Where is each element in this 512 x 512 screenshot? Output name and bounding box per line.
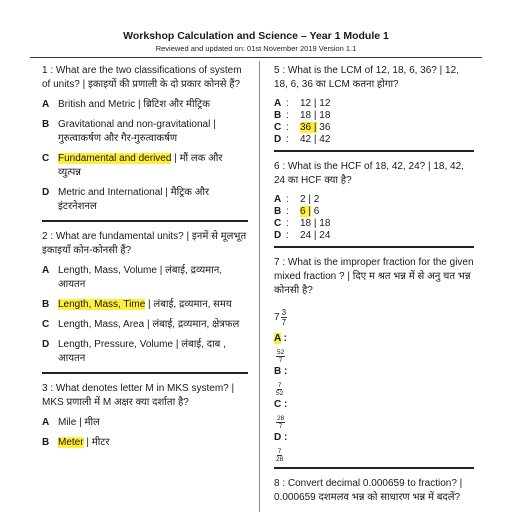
- option-letter: D: [274, 134, 282, 145]
- option-letter: A: [274, 333, 281, 344]
- option-letter: B: [42, 299, 50, 310]
- question-2-option-b: [42, 298, 248, 312]
- fraction-numerator: 52: [277, 349, 285, 356]
- question-3-option-b: [42, 436, 248, 450]
- question-1: [42, 64, 248, 214]
- fraction-denominator: 7: [281, 318, 287, 327]
- option-text: Length, Mass, Volume | लंबाई, द्रव्यमान, आयतन: [58, 265, 223, 290]
- column-divider: [259, 61, 260, 512]
- question-separator: [274, 150, 474, 152]
- question-1-option-c: [42, 152, 248, 180]
- option-text-rest: | मौं लक और व्युत्पन्न: [58, 153, 223, 178]
- option-letter: D: [274, 432, 282, 443]
- option-letter: D: [42, 339, 50, 350]
- option-fraction: [276, 349, 285, 364]
- right-column: [274, 64, 474, 511]
- question-7-option-c: C : $\frac{28}{7}$: [274, 399, 288, 430]
- option-letter: D: [274, 230, 282, 241]
- correct-answer-highlight: Fundamental and derived: [58, 153, 172, 164]
- question-2-option-c: [42, 318, 248, 332]
- question-2-option-d: [42, 338, 248, 366]
- question-6-option-b: B : 6 | 6: [274, 206, 474, 218]
- document-subtitle: Reviewed and updated on: 01st November 2019 Version 1.1: [155, 44, 357, 53]
- option-text: [58, 298, 248, 312]
- question-1-option-b: [42, 118, 248, 146]
- question-1-option-d: [42, 186, 248, 214]
- mixed-fraction: [274, 308, 474, 327]
- correct-answer-highlight: Length, Mass, Time: [58, 299, 146, 310]
- question-3-text: 3 : What denotes letter M in MKS system? | MKS प्रणाली में M अक्षर क्या दर्शाता है?: [42, 383, 235, 408]
- correct-answer-highlight: 36 |: [300, 122, 317, 133]
- option-text: [300, 122, 474, 134]
- mixed-whole: 7: [274, 311, 280, 323]
- fraction-denominator: 7: [278, 357, 283, 364]
- option-text: 24 | 24: [300, 230, 331, 241]
- option-text: [300, 206, 474, 218]
- document-title: Workshop Calculation and Science – Year 1 Module 1: [123, 30, 389, 42]
- option-letter: C: [274, 399, 282, 410]
- option-letter: A: [42, 99, 50, 110]
- question-2-text: 2 : What are fundamental units? | इनमें से मूलभूत इकाइयाँ कोन-कोनसी हैं?: [42, 231, 247, 256]
- question-2-option-a: [42, 264, 248, 292]
- question-separator: [42, 372, 248, 374]
- question-8: [274, 477, 474, 505]
- correct-answer-highlight: Meter: [58, 437, 84, 448]
- fraction-numerator: 7: [277, 382, 282, 389]
- option-text: 42 | 42: [300, 134, 331, 145]
- option-letter: D: [42, 187, 50, 198]
- option-letter: B: [274, 206, 282, 217]
- option-fraction: [276, 415, 285, 430]
- question-1-option-a: [42, 98, 248, 112]
- question-3: [42, 382, 248, 450]
- question-1-text: 1 : What are the two classifications of system of units? | इकाइयों की प्रणाली के दो प्रकार कोनसे हैं?: [42, 65, 242, 90]
- question-6: [274, 160, 474, 242]
- option-text: Metric and International | मैट्रिक और इंटरनेशनल: [58, 187, 210, 212]
- question-5-option-a: A : 12 | 12: [274, 98, 474, 110]
- option-text-rest: | मीटर: [83, 437, 110, 448]
- fraction-numerator: 7: [277, 448, 282, 455]
- option-letter: C: [274, 218, 282, 229]
- question-7: [274, 256, 474, 463]
- left-column: [42, 64, 248, 456]
- question-separator: [274, 467, 474, 469]
- question-7-option-b: B : $\frac{7}{52}$: [274, 366, 288, 397]
- option-text: Length, Pressure, Volume | लंबाई, दाब , आयतन: [58, 339, 226, 364]
- question-5-option-c: C : 36 | 36: [274, 122, 474, 134]
- option-text-rest: | लंबाई, द्रव्यमान, समय: [145, 299, 232, 310]
- header-rule: [30, 57, 482, 58]
- option-text-rest: 36: [316, 122, 331, 133]
- option-letter: C: [42, 319, 50, 330]
- option-text: Length, Mass, Area | लंबाई, द्रव्यमान, क्षेत्रफल: [58, 319, 240, 330]
- option-text: 2 | 2: [300, 194, 320, 205]
- question-7-option-d: D : $\frac{7}{28}$: [274, 432, 288, 463]
- question-5-option-d: D : 42 | 42: [274, 134, 474, 146]
- option-text: Mile | मील: [58, 417, 100, 428]
- option-letter: C: [274, 122, 282, 133]
- fraction-denominator: 52: [276, 390, 284, 397]
- option-text: [58, 436, 248, 450]
- correct-answer-highlight: 6 |: [300, 206, 311, 217]
- fraction-denominator: 28: [276, 456, 284, 463]
- fraction-numerator: 28: [277, 415, 285, 422]
- mixed-fraction-part: [281, 308, 287, 327]
- question-8-text: 8 : Convert decimal 0.000659 to fraction? | 0.000659 दशमलव भन्न को साधारण भन्न में बदलें?: [274, 478, 463, 503]
- question-5-option-b: B : 18 | 18: [274, 110, 474, 122]
- option-text: [58, 152, 248, 180]
- option-letter: A: [274, 194, 282, 205]
- option-text-rest: 6: [310, 206, 320, 217]
- question-6-text: 6 : What is the HCF of 18, 42, 24? | 18, 42, 24 का HCF क्या है?: [274, 161, 464, 186]
- question-6-option-a: A : 2 | 2: [274, 194, 474, 206]
- option-letter: A: [42, 265, 50, 276]
- option-fraction: [276, 382, 283, 397]
- option-letter: A: [42, 417, 50, 428]
- option-letter: B: [42, 437, 50, 448]
- option-letter: A: [274, 98, 282, 109]
- question-5-text: 5 : What is the LCM of 12, 18, 6, 36? | 12, 18, 6, 36 का LCM कतना होगा?: [274, 65, 459, 90]
- question-7-text: 7 : What is the improper fraction for the given mixed fraction ? | दिए म श्रत भन्न में से अनु चत भन्न कोनसी है?: [274, 257, 474, 296]
- option-text: British and Metric | ब्रिटिश और मीट्रिक: [58, 99, 210, 110]
- question-2: [42, 230, 248, 366]
- question-6-option-c: C : 18 | 18: [274, 218, 474, 230]
- option-text: 18 | 18: [300, 110, 331, 121]
- option-text: 18 | 18: [300, 218, 331, 229]
- fraction-numerator: 3: [281, 308, 287, 317]
- option-fraction: [276, 448, 283, 463]
- question-7-option-a: A : $\frac{52}{7}$: [274, 333, 287, 364]
- question-6-option-d: D : 24 | 24: [274, 230, 474, 242]
- option-letter: B: [42, 119, 50, 130]
- option-letter: B: [274, 110, 282, 121]
- question-5: [274, 64, 474, 146]
- option-letter: C: [42, 153, 50, 164]
- document-header: [0, 30, 512, 53]
- option-text: 12 | 12: [300, 98, 331, 109]
- question-separator: [274, 246, 474, 248]
- question-separator: [42, 220, 248, 222]
- option-text: Gravitational and non-gravitational | गुरुत्वाकर्षण और गैर-गुरुत्वाकर्षण: [58, 119, 216, 144]
- question-3-option-a: [42, 416, 248, 430]
- option-letter: B: [274, 366, 282, 377]
- fraction-denominator: 7: [278, 423, 283, 430]
